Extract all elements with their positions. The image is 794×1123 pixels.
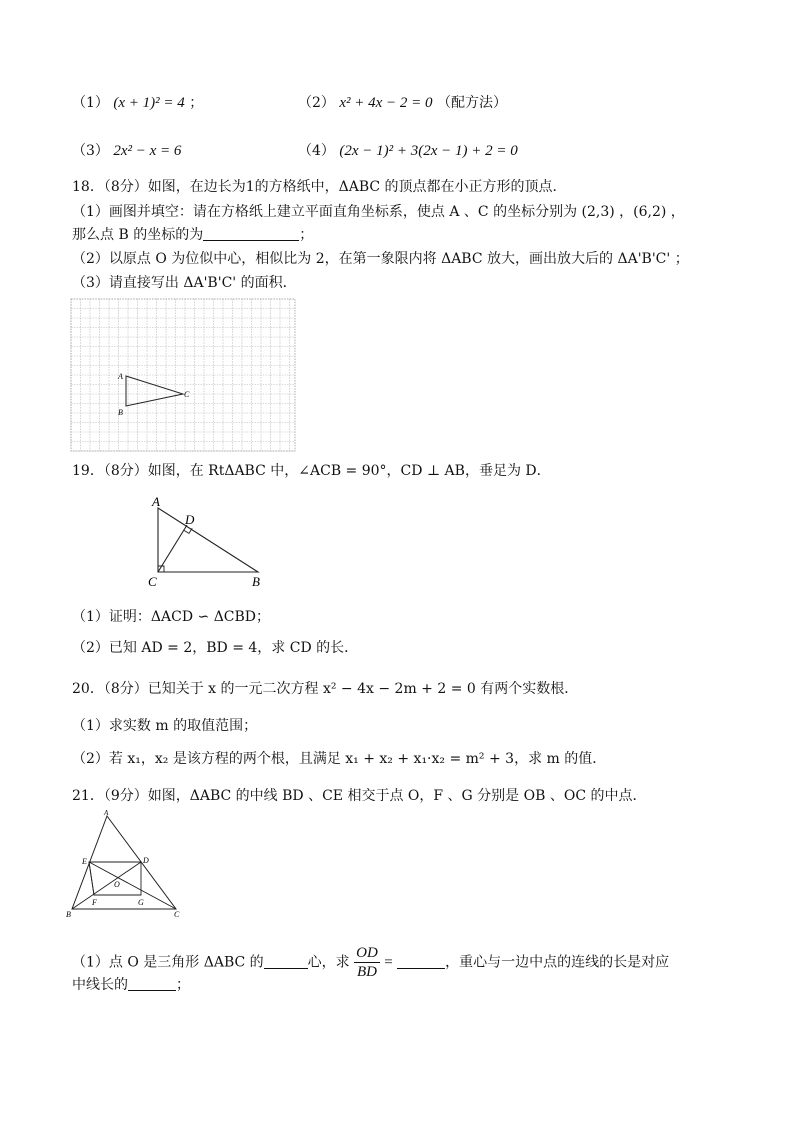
q21-subquestion-1-punct: ；	[176, 977, 190, 993]
q17-item-4	[298, 142, 518, 160]
q21-triangle-figure	[64, 807, 188, 919]
q17-item-2-number: （2）	[298, 95, 335, 111]
answer-blank[interactable]	[264, 954, 308, 969]
q19-subquestion-2: （2）已知 AD = 2，BD = 4，求 CD 的长．	[72, 640, 359, 656]
q20-subquestion-2: （2）若 x₁，x₂ 是该方程的两个根，且满足 x₁ + x₂ + x₁·x₂ = m² + 3，求 m 的值．	[72, 751, 607, 767]
triangle-abc	[126, 376, 183, 406]
q17-item-3	[72, 142, 181, 160]
equals-sign: =	[384, 954, 393, 971]
vertex-label-c: C	[174, 910, 180, 919]
q17-item-1	[72, 94, 203, 112]
answer-blank[interactable]	[203, 226, 299, 241]
vertex-label-c: C	[148, 574, 157, 589]
altitude-cd	[158, 525, 187, 572]
answer-blank[interactable]	[397, 954, 445, 969]
vertex-label-d: D	[185, 512, 195, 527]
fraction-od-bd	[354, 944, 380, 981]
fraction-numerator: OD	[356, 945, 378, 961]
q17-item-2	[298, 94, 507, 112]
median-bd	[72, 862, 141, 909]
q17-item-4-number: （4）	[298, 143, 335, 159]
vertex-label-c: C	[184, 390, 190, 399]
q18-subquestion-1-text: 那么点 B 的坐标的为	[72, 227, 204, 243]
q20-heading: 20．（8分）已知关于 x 的一元二次方程 x² − 4x − 2m + 2 = 0 有两个实数根．	[72, 681, 579, 697]
q18-subquestion-1: （1）画图并填空：请在方格纸上建立平面直角坐标系，使点 A 、C 的坐标分别为 (2,3) ，(6,2) ，	[72, 204, 685, 220]
segment-ef	[89, 862, 94, 895]
vertex-label-b: B	[252, 574, 260, 589]
q18-subquestion-1-cont	[72, 226, 313, 244]
q21-subquestion-1	[72, 944, 669, 980]
vertex-label-a: A	[152, 494, 160, 509]
q17-item-1-punct: ；	[189, 95, 204, 111]
q19-heading: 19．（8分）如图，在 RtΔABC 中，∠ACB = 90°，CD ⊥ AB，垂足为 D．	[72, 463, 551, 479]
q19-triangle-figure	[140, 492, 280, 592]
q20-subquestion-1: （1）求实数 m 的取值范围；	[72, 718, 258, 734]
q18-grid-figure	[70, 298, 296, 452]
q18-heading: 18．（8分）如图，在边长为1的方格纸中，ΔABC 的顶点都在小正方形的顶点．	[72, 179, 567, 195]
q21-subquestion-1-text-e: 中线长的	[72, 977, 128, 993]
q17-item-1-equation: (x + 1)² = 4	[113, 95, 185, 111]
vertex-label-b: B	[66, 910, 71, 919]
q21-heading: 21．（9分）如图，ΔABC 的中线 BD 、CE 相交于点 O，F 、G 分别是 OB 、OC 的中点．	[72, 788, 647, 804]
q18-subquestion-2: （2）以原点 O 为位似中心，相似比为 2，在第一象限内将 ΔABC 放大，画出放大后的 ΔA'B'C' ；	[72, 251, 689, 267]
q21-subquestion-1-text-d: ，重心与一边中点的连线的长是对应	[445, 954, 670, 971]
vertex-label-a: A	[118, 372, 123, 381]
q21-subquestion-1-cont	[72, 976, 190, 994]
fraction-denominator: BD	[356, 964, 377, 980]
answer-blank[interactable]	[128, 976, 176, 991]
q17-item-4-equation: (2x − 1)² + 3(2x − 1) + 2 = 0	[339, 143, 518, 159]
q17-item-1-number: （1）	[72, 95, 109, 111]
median-ce	[89, 862, 176, 909]
vertex-label-g: G	[138, 898, 144, 907]
q18-subquestion-1-punct: ；	[299, 227, 314, 243]
q19-subquestion-1: （1）证明：ΔACD ∽ ΔCBD；	[72, 609, 271, 625]
triangle-abc	[158, 508, 258, 572]
q21-subquestion-1-text-a: （1）点 O 是三角形 ΔABC 的	[72, 954, 264, 971]
q21-subquestion-1-text-b: 心，求	[307, 954, 350, 971]
q17-item-2-equation: x² + 4x − 2 = 0	[339, 95, 433, 111]
vertex-label-f: F	[92, 898, 97, 907]
vertex-label-b: B	[118, 408, 123, 417]
vertex-label-a: A	[104, 809, 109, 817]
q18-subquestion-3: （3）请直接写出 ΔA'B'C' 的面积．	[72, 275, 297, 291]
q17-item-3-equation: 2x² − x = 6	[113, 143, 182, 159]
grid-lines	[71, 299, 295, 451]
vertex-label-e: E	[82, 857, 87, 866]
vertex-label-o: O	[114, 880, 120, 889]
q17-item-2-note: （配方法）	[437, 95, 508, 111]
vertex-label-d: D	[143, 856, 149, 865]
q17-item-3-number: （3）	[72, 143, 109, 159]
